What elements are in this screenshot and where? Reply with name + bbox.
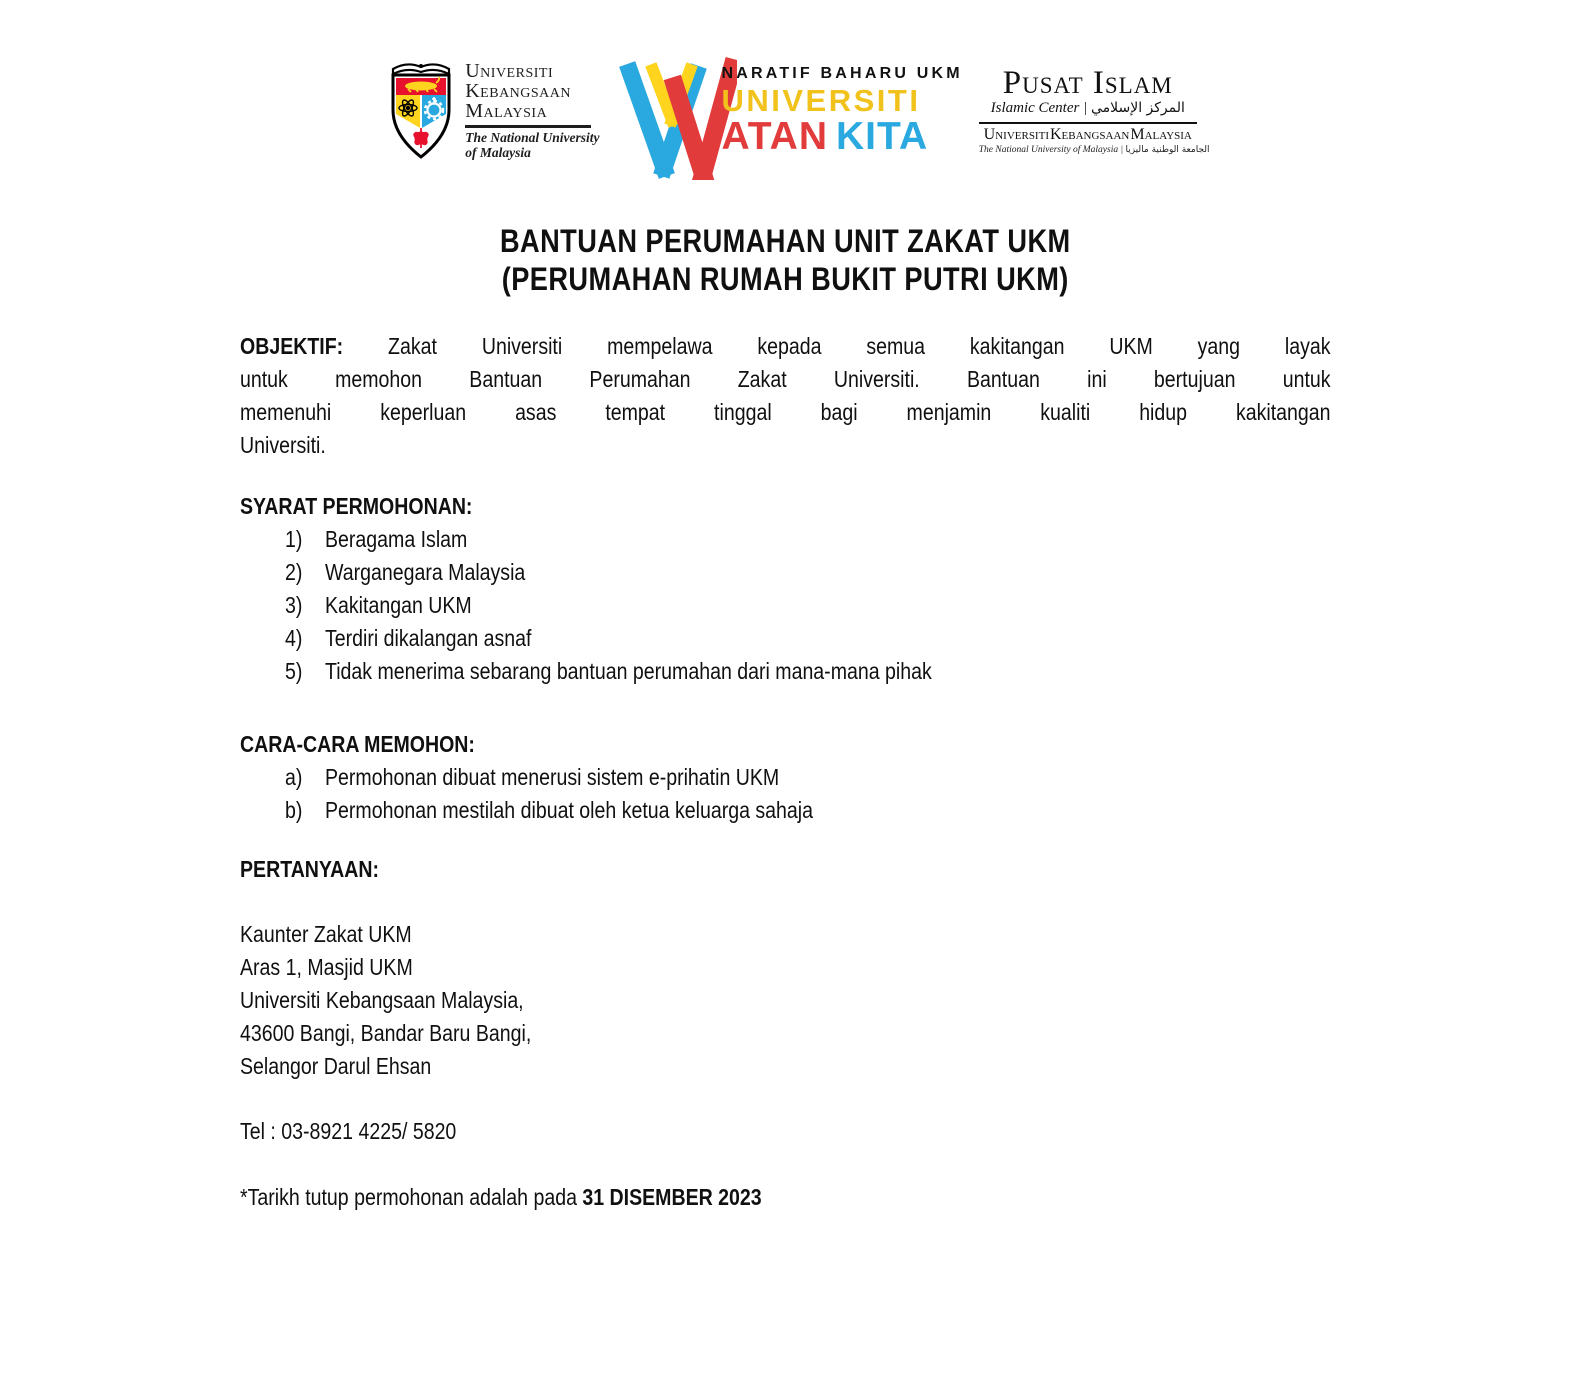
pusat-islam-title: Pusat Islam (1002, 65, 1173, 101)
syarat-item-text: Terdiri dikalangan asnaf (325, 625, 532, 651)
list-marker: 1) (285, 526, 303, 552)
syarat-item (240, 589, 1331, 622)
syarat-item (240, 622, 1331, 655)
watan-kita-word: KITA (836, 115, 929, 158)
address-line: Kaunter Zakat UKM (240, 921, 412, 947)
telephone-line: Tel : 03-8921 4225/ 5820 (240, 1118, 457, 1144)
document-title (240, 222, 1331, 298)
cara-list (240, 761, 1331, 827)
syarat-item (240, 523, 1331, 556)
pusat-islam-logo (978, 56, 1210, 156)
closing-date-note: *Tarikh tutup permohonan adalah pada 31 DISEMBER 2023 (240, 1184, 762, 1210)
list-marker: a) (285, 764, 303, 790)
cara-item-text: Permohonan dibuat menerusi sistem e-prihatin UKM (325, 764, 780, 790)
ukm-tagline: The National University (465, 130, 600, 145)
watan-w-icon (615, 56, 737, 180)
syarat-item (240, 655, 1331, 688)
list-marker: 3) (285, 592, 303, 618)
address-line: Aras 1, Masjid UKM (240, 954, 413, 980)
pertanyaan-heading: PERTANYAAN: (240, 856, 380, 882)
pusat-arabic-text: المركز الإسلامي (1090, 100, 1185, 116)
watan-kita-words (721, 117, 962, 157)
syarat-item-text: Kakitangan UKM (325, 592, 472, 618)
syarat-list (240, 523, 1331, 688)
ukm-name-line: Malaysia (465, 100, 548, 122)
address-line: Selangor Darul Ehsan (240, 1053, 432, 1079)
watan-logo-text (721, 56, 962, 157)
objective-line: Universiti. (240, 432, 326, 458)
cara-item (240, 794, 1331, 827)
syarat-item (240, 556, 1331, 589)
list-marker: 5) (285, 658, 303, 684)
syarat-heading: SYARAT PERMOHONAN: (240, 493, 473, 519)
contact-address (240, 918, 1331, 1083)
ukm-name-line: Universiti (465, 60, 554, 82)
watan-atan-word: ATAN (721, 115, 829, 158)
ukm-tagline: of Malaysia (465, 144, 531, 160)
objective-line: OBJEKTIF: Zakat Universiti mempelawa kepada semua kakitangan UKM yang layak (240, 333, 1331, 359)
syarat-item-text: Beragama Islam (325, 526, 468, 552)
header-logos (0, 56, 1583, 180)
objective-paragraph (240, 330, 1331, 462)
ukm-logo (386, 56, 599, 164)
document-content (240, 222, 1331, 1214)
pusat-org-arabic-text: الجامعة الوطنية ماليزيا (1125, 145, 1210, 155)
list-marker: 2) (285, 559, 303, 585)
ukm-crest-icon (386, 56, 456, 164)
document-title-line2: (PERUMAHAN RUMAH BUKIT PUTRI UKM) (501, 261, 1069, 297)
pusat-org-tagline: The National University of Malaysia | الجامعة الوطنية ماليزيا (978, 145, 1210, 155)
watan-kita-logo (615, 56, 962, 180)
address-line: 43600 Bangi, Bandar Baru Bangi, (240, 1020, 532, 1046)
document-title-line1: BANTUAN PERUMAHAN UNIT ZAKAT UKM (499, 223, 1071, 259)
cara-item-text: Permohonan mestilah dibuat oleh ketua keluarga sahaja (325, 797, 813, 823)
objective-label: OBJEKTIF: (240, 333, 344, 359)
pusat-org-name: Universiti Kebangsaan Malaysia (983, 126, 1192, 143)
ukm-name-line: Kebangsaan (465, 80, 572, 102)
ukm-logo-text (465, 56, 599, 160)
watan-tagline: NARATIF BAHARU UKM (721, 65, 963, 82)
closing-date-value: 31 DISEMBER 2023 (582, 1184, 762, 1210)
syarat-item-text: Warganegara Malaysia (325, 559, 526, 585)
pusat-islam-subtitle: Islamic Center | المركز الإسلامي (990, 100, 1185, 116)
ukm-logo-divider (465, 125, 591, 128)
objective-line: untuk memohon Bantuan Perumahan Zakat Universiti. Bantuan ini bertujuan untuk (240, 366, 1331, 392)
cara-item (240, 761, 1331, 794)
objective-line: memenuhi keperluan asas tempat tinggal bagi menjamin kualiti hidup kakitangan (240, 399, 1331, 425)
list-marker: b) (285, 797, 303, 823)
pusat-logo-divider (979, 122, 1197, 124)
cara-heading: CARA-CARA MEMOHON: (240, 731, 475, 757)
syarat-item-text: Tidak menerima sebarang bantuan perumahan dari mana-mana pihak (325, 658, 932, 684)
watan-universiti-word: UNIVERSITI (721, 83, 921, 118)
list-marker: 4) (285, 625, 303, 651)
address-line: Universiti Kebangsaan Malaysia, (240, 987, 524, 1013)
